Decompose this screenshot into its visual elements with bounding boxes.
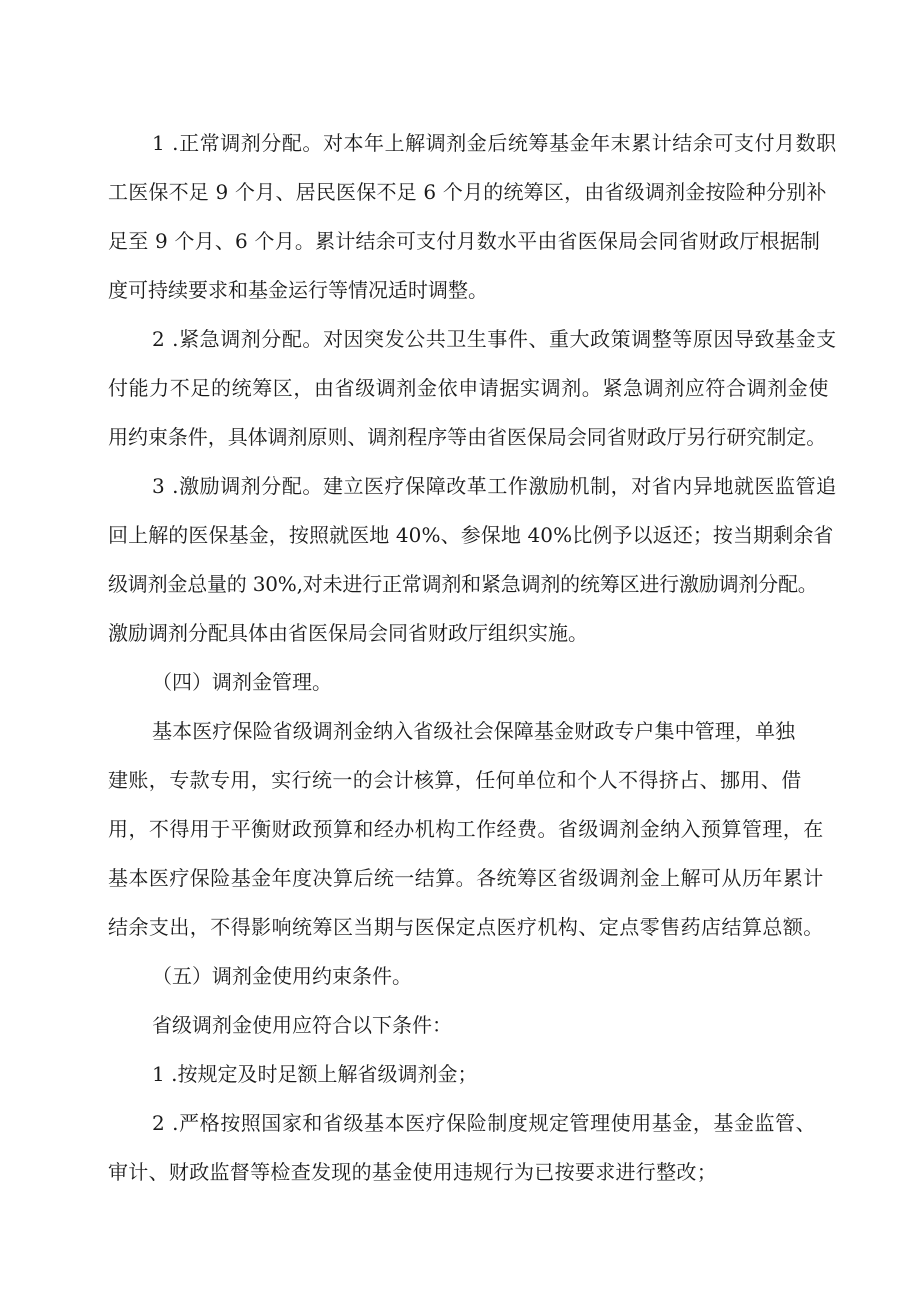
text-line: 2 .紧急调剂分配。对因突发公共卫生事件、重大政策调整等原因导致基金支 xyxy=(152,327,837,351)
text-line: 回上解的医保基金，按照就医地 40%、参保地 40%比例予以返还；按当期剩余省 xyxy=(108,523,834,547)
text-line: 1 .正常调剂分配。对本年上解调剂金后统筹基金年末累计结余可支付月数职 xyxy=(152,131,837,155)
text-line: 工医保不足 9 个月、居民医保不足 6 个月的统筹区，由省级调剂金按险种分别补 xyxy=(108,180,827,204)
text-line: 用，不得用于平衡财政预算和经办机构工作经费。省级调剂金纳入预算管理，在 xyxy=(108,817,824,841)
text-line: 激励调剂分配具体由省医保局会同省财政厅组织实施。 xyxy=(108,621,588,645)
text-line: 省级调剂金使用应符合以下条件： xyxy=(152,1013,452,1037)
text-line: 3 .激励调剂分配。建立医疗保障改革工作激励机制，对省内异地就医监管追 xyxy=(152,474,837,498)
list-item: 2 .严格按照国家和省级基本医疗保险制度规定管理使用基金，基金监管、 xyxy=(152,1111,817,1135)
text-line: 基本医疗保险省级调剂金纳入省级社会保障基金财政专户集中管理，单独 xyxy=(152,719,796,743)
text-line: 付能力不足的统筹区，由省级调剂金依申请据实调剂。紧急调剂应符合调剂金使 xyxy=(108,376,829,400)
text-line: 建账，专款专用，实行统一的会计核算，任何单位和个人不得挤占、挪用、借 xyxy=(108,768,802,792)
text-line: 审计、财政监督等检查发现的基金使用违规行为已按要求进行整改； xyxy=(108,1160,717,1184)
text-line: 足至 9 个月、6 个月。累计结余可支付月数水平由省医保局会同省财政厅根据制 xyxy=(108,229,821,253)
list-item: 1 .按规定及时足额上解省级调剂金； xyxy=(152,1062,478,1086)
text-line: 级调剂金总量的 30%,对未进行正常调剂和紧急调剂的统筹区进行激励调剂分配。 xyxy=(108,572,818,596)
text-line: 结余支出，不得影响统筹区当期与医保定点医疗机构、定点零售药店结算总额。 xyxy=(108,915,824,939)
section-heading: （四）调剂金管理。 xyxy=(152,670,332,694)
section-heading: （五）调剂金使用约束条件。 xyxy=(152,964,412,988)
text-line: 基本医疗保险基金年度决算后统一结算。各统筹区省级调剂金上解可从历年累计 xyxy=(108,866,824,890)
text-line: 用约束条件，具体调剂原则、调剂程序等由省医保局会同省财政厅另行研究制定。 xyxy=(108,425,827,449)
text-line: 度可持续要求和基金运行等情况适时调整。 xyxy=(108,278,488,302)
